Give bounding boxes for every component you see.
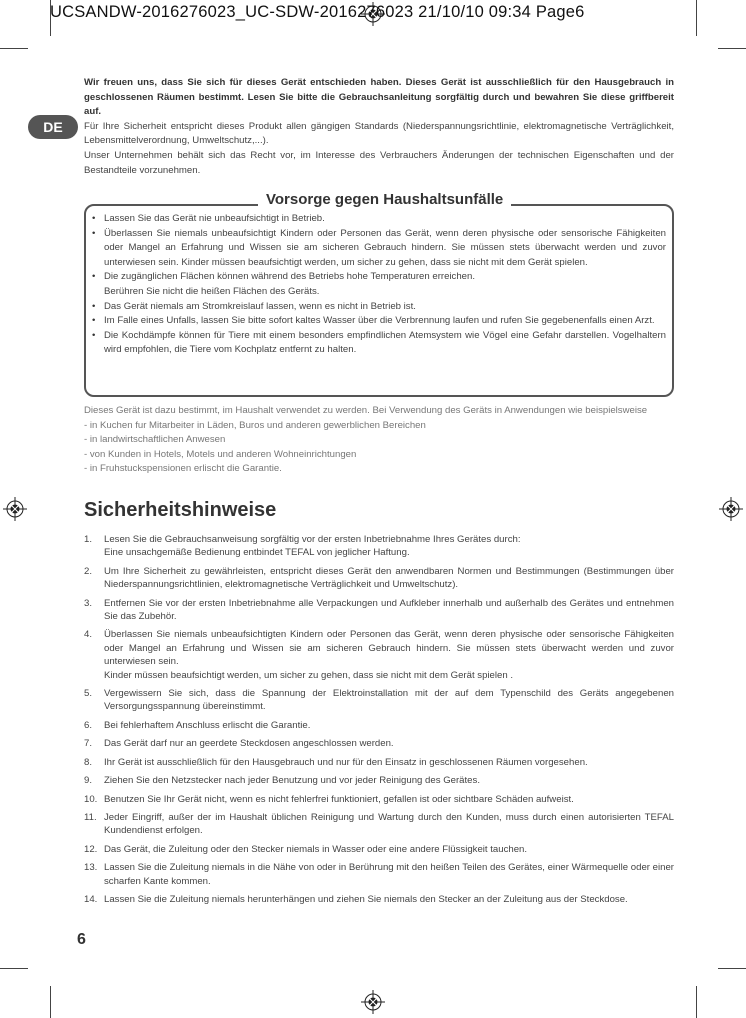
safety-item-text: Das Gerät darf nur an geerdete Steckdosen angeschlossen werden. <box>104 738 394 750</box>
registration-mark-icon <box>361 990 385 1014</box>
list-item: • Überlassen Sie niemals unbeaufsichtigt Kindern oder Personen das Gerät, wenn deren physische oder sensorische Fähigkeiten oder Mangel an Erfahrung und Wissen sie am sicheren Gebrauch hindern. Sie müssen stets überwacht werden und zuvor unterwiesen sein. Kinder müssen beaufsichtigt werden, um sicher zu gehen, dass sie nicht mit dem Gerät spielen. <box>92 227 666 271</box>
print-slug-header: UCSANDW-2016276023_UC-SDW-2016276023 21/10/10 09:34 Page6 <box>50 3 585 21</box>
safety-item <box>84 687 674 714</box>
list-item: • Das Gerät niemals am Stromkreislauf lassen, wenn es nicht in Betrieb ist. <box>92 300 666 315</box>
safety-item-text: Das Gerät, die Zuleitung oder den Stecker niemals in Wasser oder eine andere Flüssigkeit tauchen. <box>104 843 528 855</box>
intro-paragraph: Unser Unternehmen behält sich das Recht vor, im Interesse des Verbrauchers Änderungen der technischen Eigenschaften und der Bestandteile vorzunehmen. <box>84 149 674 176</box>
usage-intro: Dieses Gerät ist dazu bestimmt, im Haushalt verwendet zu werden. Bei Verwendung des Geräts in Anwendungen wie beispielsweise <box>84 405 648 416</box>
list-item: • Lassen Sie das Gerät nie unbeaufsichtigt in Betrieb. <box>92 212 666 227</box>
safety-item-number: 11. <box>84 811 97 823</box>
safety-item-text: Entfernen Sie vor der ersten Inbetriebnahme alle Verpackungen und Aufkleber innerhalb und außerhalb des Gerätes und entnehmen Sie das Zubehör. <box>104 597 674 623</box>
usage-line: - in Kuchen fur Mitarbeiter in Läden, Buros und anderen gewerblichen Bereichen <box>84 419 426 431</box>
intro-paragraph: Für Ihre Sicherheit entspricht dieses Produkt allen gängigen Standards (Niederspannungsrichtlinie, elektromagnetische Verträglichkeit, Lebensmittelverordnung, Umweltschutz,...). <box>84 120 674 147</box>
safety-item <box>84 756 674 769</box>
crop-mark <box>718 48 746 49</box>
usage-note <box>84 404 674 477</box>
safety-item <box>84 628 674 682</box>
crop-mark <box>0 48 28 49</box>
safety-item-number: 2. <box>84 565 93 577</box>
safety-item-text: Ihr Gerät ist ausschließlich für den Hausgebrauch und nur für den Einsatz in geschlossenen Räumen vorgesehen. <box>104 756 588 768</box>
safety-item-number: 13. <box>84 862 98 874</box>
crop-mark <box>696 986 697 1018</box>
safety-list <box>84 533 674 911</box>
accident-box-list <box>92 212 666 358</box>
safety-item-text: Jeder Eingriff, außer der im Haushalt üblichen Reinigung und Wartung durch den Kunden, muss durch einen autorisierten TEFAL Kundendienst erfolgen. <box>104 811 674 837</box>
safety-item-text: Vergewissern Sie sich, dass die Spannung der Elektroinstallation mit der auf dem Typenschild des Geräts angegebenen Versorgungsspannung übereinstimmt. <box>104 688 674 713</box>
list-item: • Die zugänglichen Flächen können während des Betriebs hohe Temperaturen erreichen. Berühren Sie nicht die heißen Flächen des Geräts. <box>92 270 666 299</box>
safety-item <box>84 533 674 560</box>
usage-line: - in Fruhstuckspensionen erlischt die Garantie. <box>84 463 282 475</box>
language-badge: DE <box>28 115 78 139</box>
crop-mark <box>696 0 697 36</box>
safety-item-number: 4. <box>84 629 93 641</box>
usage-line: - in landwirtschaftlichen Anwesen <box>84 434 226 446</box>
safety-item-number: 8. <box>84 756 93 768</box>
safety-item-number: 12. <box>84 843 98 855</box>
safety-item-number: 9. <box>84 775 93 787</box>
registration-mark-icon <box>719 497 743 521</box>
section-title: Sicherheitshinweise <box>84 499 277 521</box>
list-item: • Die Kochdämpfe können für Tiere mit einem besonders empfindlichen Atemsystem wie Vögel eine Gefahr darstellen. Vogelhaltern wird empfohlen, die Tiere vom Kochplatz entfernt zu halten. <box>92 329 666 358</box>
safety-item <box>84 597 674 624</box>
safety-item <box>84 811 674 838</box>
safety-item-number: 7. <box>84 738 93 750</box>
safety-item <box>84 861 674 888</box>
crop-mark <box>0 968 28 969</box>
safety-item <box>84 893 674 906</box>
safety-item <box>84 774 674 787</box>
safety-item-text: Überlassen Sie niemals unbeaufsichtigten Kindern oder Personen das Gerät, wenn deren physische oder sensorische Fähigkeiten oder Mangel an Erfahrung und Wissen sie am sicheren Gebrauch hindern. Sie müssen stets überwacht werden und zuvor unterwiesen sein. Kinder müssen beaufsichtigt werden, um sicher zu gehen, dass sie nicht mit dem Gerät spielen . <box>104 629 674 681</box>
intro-section <box>84 76 674 178</box>
safety-item-number: 14. <box>84 893 98 905</box>
list-item: • Im Falle eines Unfalls, lassen Sie bitte sofort kaltes Wasser über die Verbrennung laufen und rufen Sie gegebenenfalls einen Arzt. <box>92 314 666 329</box>
page-number: 6 <box>77 931 86 948</box>
intro-bold-text: Wir freuen uns, dass Sie sich für dieses Gerät entschieden haben. Dieses Gerät ist ausschließlich für den Hausgebrauch in geschlossenen Räumen bestimmt. Lesen Sie bitte die Gebrauchsanleitung sorgfältig durch und bewahren Sie diese griffbereit auf. <box>84 77 674 118</box>
safety-item <box>84 843 674 856</box>
safety-item <box>84 565 674 592</box>
crop-mark <box>718 968 746 969</box>
registration-mark-icon <box>3 497 27 521</box>
crop-mark <box>50 986 51 1018</box>
safety-item-text: Bei fehlerhaftem Anschluss erlischt die Garantie. <box>104 719 311 731</box>
safety-item-text: Ziehen Sie den Netzstecker nach jeder Benutzung und vor jeder Reinigung des Gerätes. <box>104 775 480 787</box>
safety-item <box>84 793 674 806</box>
safety-item-number: 6. <box>84 719 93 731</box>
usage-line: - von Kunden in Hotels, Motels und anderen Wohneinrichtungen <box>84 448 357 460</box>
accident-box-title: Vorsorge gegen Haushaltsunfälle <box>258 191 511 208</box>
safety-item-text: Um Ihre Sicherheit zu gewährleisten, entspricht dieses Gerät den anwendbaren Normen und Bestimmungen (Bestimmungen über Niederspannungsrichtlinien, elektromagnetische Verträglichkeit und Umweltschutz). <box>104 565 674 591</box>
safety-item-number: 1. <box>84 534 93 545</box>
safety-item-text: Lesen Sie die Gebrauchsanweisung sorgfältig vor der ersten Inbetriebnahme Ihres Gerätes durch: Eine unsachgemäße Bedienung entbindet TEFAL von jeglicher Haftung. <box>104 534 521 559</box>
safety-item-number: 5. <box>84 688 93 700</box>
safety-item <box>84 737 674 750</box>
safety-item-number: 10. <box>84 793 98 805</box>
safety-item-number: 3. <box>84 597 93 609</box>
safety-item-text: Lassen Sie die Zuleitung niemals in die Nähe von oder in Berührung mit den heißen Teilen des Gerätes, einer Wärmequelle oder einer scharfen Kante kommen. <box>104 862 674 887</box>
safety-item <box>84 719 674 732</box>
safety-item-text: Lassen Sie die Zuleitung niemals herunterhängen und ziehen Sie niemals den Stecker an der Zuleitung aus der Steckdose. <box>104 893 628 905</box>
safety-item-text: Benutzen Sie Ihr Gerät nicht, wenn es nicht fehlerfrei funktioniert, gefallen ist oder sichtbare Schäden aufweist. <box>104 793 574 805</box>
